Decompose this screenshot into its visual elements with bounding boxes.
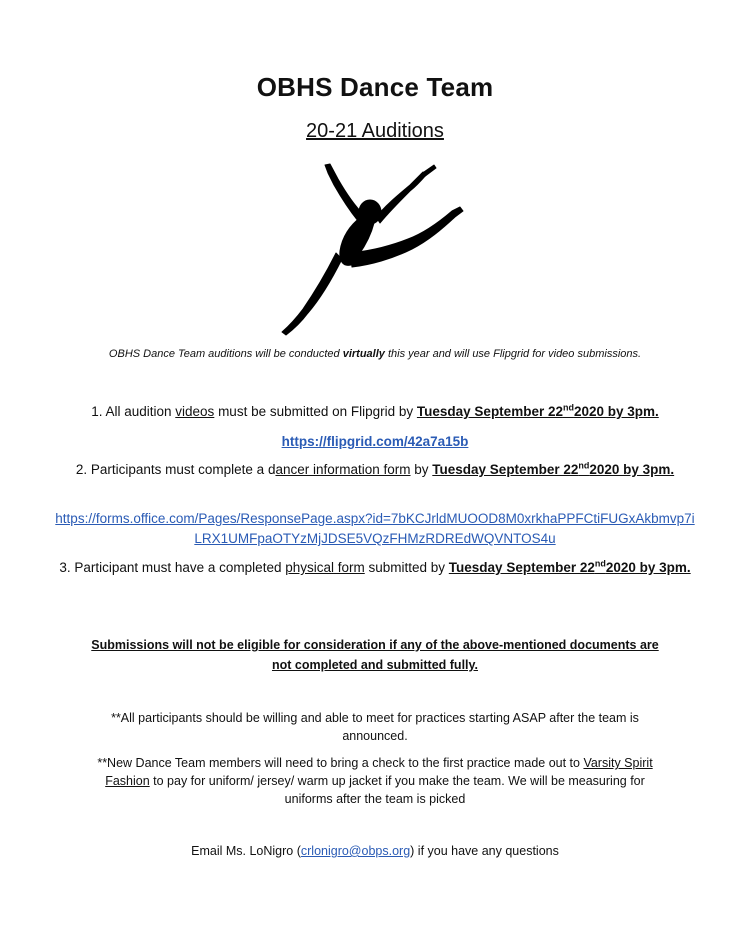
practice-note: **All participants should be willing and able to meet for practices starting ASAP after the team is announced.: [111, 711, 639, 743]
step-3-mid: submitted by: [364, 560, 449, 575]
step-3-underlined: physical form: [285, 560, 365, 575]
step-1-underlined: videos: [175, 404, 215, 419]
step-2-deadline-time: 2020 by 3pm.: [589, 462, 675, 477]
contact-pre: Email Ms. LoNigro (: [191, 844, 301, 858]
intro-emphasis: virtually: [342, 348, 385, 360]
dancer-right-arm: [376, 172, 426, 223]
step-1-mid: must be submitted on Flipgrid by: [214, 404, 417, 419]
contact-line: [40, 844, 710, 858]
step-2-deadline: [432, 462, 674, 477]
step-2: [55, 460, 695, 480]
uniform-note-pre: **New Dance Team members will need to bring a check to the first practice made out to: [97, 756, 584, 770]
step-1-text: 1. All audition: [91, 404, 176, 419]
dancer-left-arm: [325, 164, 364, 221]
step-1-deadline-date: Tuesday September 22: [416, 404, 563, 419]
step-2-mid: by: [410, 462, 433, 477]
step-2-text: 2. Participants must complete a d: [75, 462, 276, 477]
step-3-deadline: [449, 560, 691, 575]
flipgrid-link[interactable]: https://flipgrid.com/42a7a15b: [281, 434, 469, 449]
page-subtitle: 20-21 Auditions: [306, 120, 444, 142]
contact-post: ) if you have any questions: [410, 844, 559, 858]
step-2-underlined: ancer information form: [275, 462, 411, 477]
intro-text-pre: OBHS Dance Team auditions will be conducted: [108, 348, 343, 360]
step-1-deadline-sup: nd: [562, 402, 574, 413]
step-2-deadline-sup: nd: [578, 460, 590, 471]
uniform-note-vendor: Varsity Spirit Fashion: [105, 756, 653, 788]
dancer-right-hand: [421, 165, 436, 177]
step-1-deadline-time: 2020 by 3pm.: [573, 404, 659, 419]
intro-text: [40, 348, 710, 360]
dancer-form-link[interactable]: https://forms.office.com/Pages/ResponsePage.aspx?id=7bKCJrldMUOOD8M0xrkhaPPFCtiFUGxAkbmvp7iLRX1UMFpaOTYzMjJDSE5VQzFHMzRDREdWQVNTOS4u: [55, 511, 695, 546]
eligibility-warning: Submissions will not be eligible for consideration if any of the above-mentioned documents are not completed and submitted fully.: [91, 638, 659, 672]
intro-text-post: this year and will use Flipgrid for video submissions.: [384, 348, 642, 360]
uniform-note: [80, 754, 670, 808]
uniform-note-post: to pay for uniform/ jersey/ warm up jacket if you make the team. We will be measuring for uniforms after the team is picked: [149, 774, 645, 806]
step-1-deadline: [417, 404, 659, 419]
dancer-silhouette-image: [258, 155, 478, 340]
step-3-deadline-sup: nd: [594, 558, 606, 569]
step-3: [55, 558, 695, 578]
step-3-text: 3. Participant must have a completed: [59, 560, 286, 575]
contact-email-link[interactable]: crlonigro@obps.org: [300, 844, 411, 858]
step-3-deadline-date: Tuesday September 22: [448, 560, 595, 575]
step-2-deadline-date: Tuesday September 22: [432, 462, 579, 477]
step-3-deadline-time: 2020 by 3pm.: [605, 560, 691, 575]
step-1: [40, 402, 710, 422]
dancer-rear-leg: [282, 253, 342, 335]
page-title: OBHS Dance Team: [256, 72, 494, 102]
